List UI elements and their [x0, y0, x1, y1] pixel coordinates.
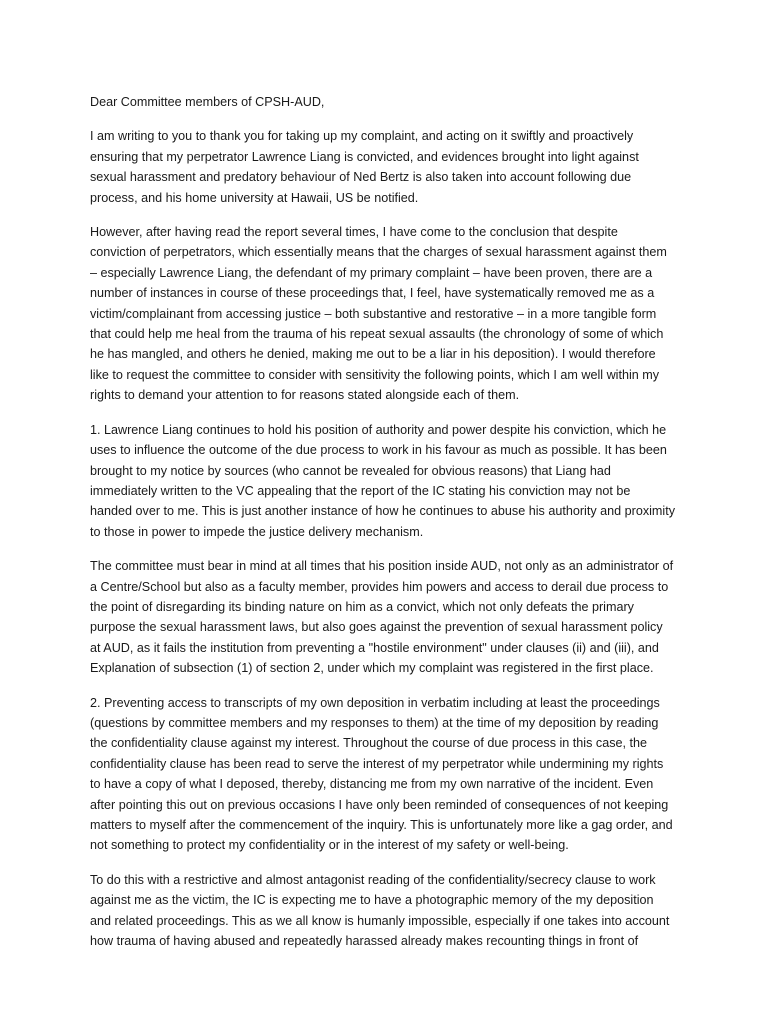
paragraph: 1. Lawrence Liang continues to hold his position of authority and power despite his conviction, which he uses to influence the outcome of the due process to work in his favour as much as possible. It has been brought to my notice by sources (who cannot be revealed for obvious reasons) that Liang had immediately written to the VC appealing that the report of the IC stating his conviction may not be handed over to me. This is just another instance of how he continues to abuse his authority and proximity to those in power to impede the justice delivery mechanism.	[90, 422, 676, 539]
paragraph: However, after having read the report several times, I have come to the conclusion that despite conviction of perpetrators, which essentially means that the charges of sexual harassment against them – especially Lawrence Liang, the defendant of my primary complaint – have been proven, there are a number of instances in course of these proceedings that, I feel, have systematically removed me as a victim/complainant from accessing justice – both substantive and restorative – in a more tangible form that could help me heal from the trauma of his repeat sexual assaults (the chronology of some of which he has mangled, and others he denied, making me out to be a liar in his deposition). I would therefore like to request the committee to consider with sensitivity the following points, which I am well within my rights to demand your attention to for reasons stated alongside each of them.	[90, 225, 667, 403]
paragraph: 2. Preventing access to transcripts of my own deposition in verbatim including at least the proceedings (questions by committee members and my responses to them) at the time of my deposition by reading the confidentiality clause against my interest. Throughout the course of due process in this case, the confidentiality clause has been read to serve the interest of my perpetrator while undermining my rights to have a copy of what I deposed, thereby, distancing me from my own narrative of the incident. Even after pointing this out on previous occasions I have only been reminded of consequences of not keeping matters to myself after the commencement of the inquiry. This is unfortunately more like a gag order, and not something to protect my confidentiality or in the interest of my safety or well-being.	[90, 695, 673, 853]
paragraph: The committee must bear in mind at all times that his position inside AUD, not only as an administrator of a Centre/School but also as a faculty member, provides him powers and access to derail due process to the point of disregarding its binding nature on him as a convict, which not only defeats the primary purpose the sexual harassment laws, but also goes against the prevention of sexual harassment policy at AUD, as it fails the institution from preventing a "hostile environment" under clauses (ii) and (iii), and Explanation of subsection (1) of section 2, under which my complaint was registered in the first place.	[90, 559, 674, 676]
paragraph: I am writing to you to thank you for taking up my complaint, and acting on it swiftly and proactively ensuring that my perpetrator Lawrence Liang is convicted, and evidences brought into light against sexual harassment and predatory behaviour of Ned Bertz is also taken into account following due process, and his home university at Hawaii, US be notified.	[90, 129, 639, 205]
paragraph: To do this with a restrictive and almost antagonist reading of the confidentiality/secrecy clause to work against me as the victim, the IC is expecting me to have a photographic memory of the my deposition and related proceedings. This as we all know is humanly impossible, especially if one takes into account how trauma of having abused and repeatedly harassed already makes recounting things in front of	[90, 872, 670, 949]
salutation: Dear Committee members of CPSH-AUD,	[90, 95, 325, 109]
letter-body	[90, 92, 675, 965]
